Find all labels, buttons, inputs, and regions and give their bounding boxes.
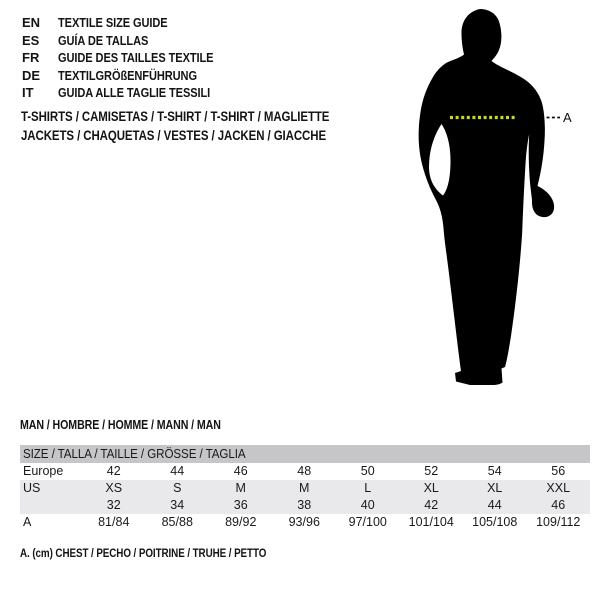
language-code: DE [22,67,41,83]
table-cell: L [364,481,372,495]
table-cell: 85/88 [161,515,193,529]
table-cell: XL [487,481,503,495]
language-code: EN [22,15,41,30]
table-cell: 44 [487,498,502,512]
table-cell: 101/104 [408,515,454,529]
table-cell: XS [105,481,123,495]
table-cell: 46 [551,498,566,512]
table-cell: 44 [170,464,185,478]
table-cell: 50 [360,464,375,478]
size-table-header: SIZE / TALLA / TAILLE / GRÖSSE / TAGLIA [20,445,590,463]
language-row [22,67,241,85]
table-cell: S [173,481,182,495]
language-code: IT [22,85,34,101]
row-label [20,497,82,514]
table-cell: XXL [546,481,571,495]
measure-label-a: A [563,110,572,125]
table-cell: 42 [106,464,121,478]
table-cell: 46 [233,464,248,478]
table-cell: 89/92 [225,515,257,529]
row-label: Europe [23,464,64,478]
gender-section-title: MAN / HOMBRE / HOMME / MANN / MAN [20,418,221,432]
table-cell: 54 [487,464,502,478]
silhouette-body [419,9,554,385]
table-cell: 105/108 [472,515,518,529]
language-row [22,32,241,50]
table-row-us-numeric [20,497,590,514]
language-code: ES [22,32,40,48]
table-cell: 56 [551,464,566,478]
garment-types-line1: T-SHIRTS / CAMISETAS / T-SHIRT / T-SHIRT / MAGLIETTE [21,109,330,124]
table-row-chest [20,514,590,531]
table-cell: 34 [170,498,185,512]
man-silhouette [400,0,600,420]
language-label: TEXTILE SIZE GUIDE [58,15,168,30]
language-label: GUIDA ALLE TAGLIE TESSILI [58,85,211,101]
table-cell: 97/100 [348,515,387,529]
measurement-footnote: A. (cm) CHEST / PECHO / POITRINE / TRUHE / PETTO [20,546,267,560]
garment-types-line2: JACKETS / CHAQUETAS / VESTES / JACKEN / GIACCHE [21,127,327,143]
size-table [20,445,590,531]
table-cell: 109/112 [536,515,581,529]
table-row-us [20,480,590,497]
row-label: A [23,515,32,529]
language-label: TEXTILGRÖßENFÜHRUNG [58,67,197,83]
language-row [22,84,241,102]
language-row [22,14,241,32]
table-row-europe [20,463,590,480]
language-label: GUIDE DES TAILLES TEXTILE [58,50,214,66]
garment-categories [21,108,384,145]
table-cell: M [235,481,246,495]
language-label: GUÍA DE TALLAS [58,32,149,48]
table-cell: M [299,481,310,495]
table-cell: 52 [424,464,439,478]
table-cell: 32 [106,498,121,512]
language-list [22,14,241,102]
table-cell: 93/96 [288,515,320,529]
table-cell: 42 [424,498,439,512]
language-row [22,49,241,67]
table-cell: 36 [233,498,248,512]
table-cell: 38 [297,498,312,512]
language-code: FR [22,50,40,66]
row-label: US [23,481,41,495]
table-cell: XL [423,481,439,495]
table-cell: 48 [297,464,312,478]
table-cell: 81/84 [98,515,130,529]
table-cell: 40 [360,498,375,512]
